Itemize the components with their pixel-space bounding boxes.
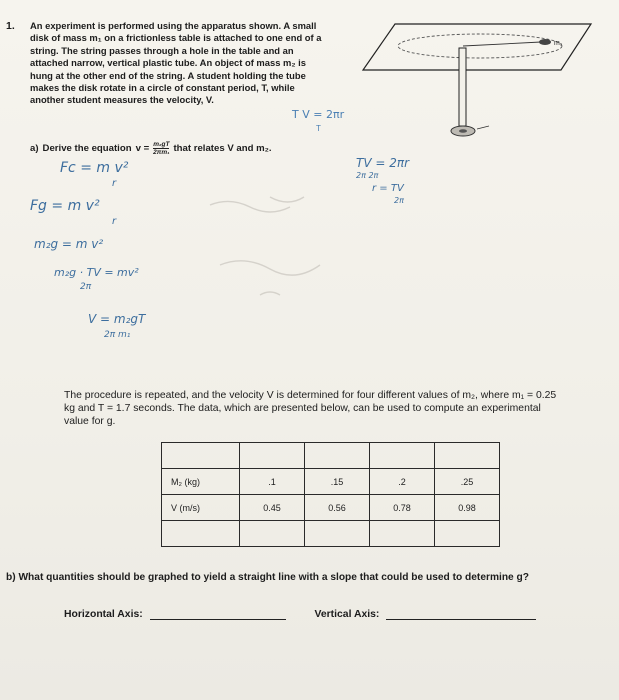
part-a-question — [30, 141, 272, 156]
mass-arrow — [477, 126, 489, 129]
horizontal-axis-label: Horizontal Axis: — [64, 609, 143, 620]
procedure-line: value for g. — [64, 416, 116, 427]
mass-value: .2 — [370, 469, 435, 495]
procedure-text — [64, 389, 604, 428]
handwritten-centripetal: Fc = m v² — [60, 160, 129, 176]
handwritten-side-2-den: 2π — [394, 196, 404, 205]
hanging-mass-hole — [459, 129, 467, 133]
handwritten-step-5: V = m₂gT — [88, 312, 146, 326]
part-a-prefix: Derive the equation — [42, 143, 132, 154]
intro-line: another student measures the velocity, V. — [30, 94, 214, 106]
handwritten-period-eq: T V = 2πr — [292, 108, 345, 121]
problem-number: 1. — [6, 20, 15, 32]
handwritten-step-5-den: 2π m₁ — [104, 330, 131, 340]
table-cell — [435, 521, 500, 547]
velocity-value: 0.98 — [435, 495, 500, 521]
problem-intro — [30, 20, 350, 107]
handwritten-step-3: m₂g = m v² — [34, 237, 104, 251]
disk-mass-label: m₁ — [554, 40, 563, 47]
intro-line: An experiment is performed using the apparatus shown. A small — [30, 20, 317, 31]
handwritten-side-1: TV = 2πr — [356, 156, 410, 170]
string-radius — [463, 42, 541, 46]
vertical-tube — [459, 48, 466, 126]
table-cell — [162, 443, 240, 469]
part-a-suffix: that relates V and m₂. — [173, 143, 272, 154]
table-cell — [240, 521, 305, 547]
table-cell — [162, 521, 240, 547]
table-surface — [363, 24, 591, 70]
handwritten-side-2: r = TV — [372, 183, 404, 194]
handwritten-step-4: m₂g · TV = mv² — [54, 266, 139, 279]
intro-line: attached narrow, vertical plastic tube. An object of mass m₂ is — [30, 57, 306, 69]
part-a-lhs: v = — [135, 143, 150, 154]
handwritten-side-1-den: 2π 2π — [356, 171, 379, 180]
row-label-mass: M₂ (kg) — [162, 469, 240, 495]
table-row — [162, 443, 500, 469]
table-cell — [305, 521, 370, 547]
table-cell — [305, 443, 370, 469]
handwritten-centripetal-r: r — [112, 178, 117, 189]
handwritten-step-4-den: 2π — [80, 282, 92, 292]
fraction-denominator: 2πm₁ — [153, 149, 170, 156]
fraction-numerator: m₂gT — [153, 141, 170, 148]
mass-value: .15 — [305, 469, 370, 495]
procedure-line: The procedure is repeated, and the velocity V is determined for four different values of m₂, where m₁ = 0.25 — [64, 390, 557, 401]
intro-line: hung at the other end of the string. A student holding the tube — [30, 69, 306, 81]
intro-line: disk of mass m₁ on a frictionless table is attached to one end of a — [30, 32, 322, 44]
intro-line: string. The string passes through a hole in the table and an — [30, 44, 294, 56]
disk — [539, 39, 551, 45]
equation-fraction — [153, 141, 169, 156]
table-row — [162, 521, 500, 547]
mass-value: .1 — [240, 469, 305, 495]
apparatus-diagram — [355, 18, 605, 148]
mass-value: .25 — [435, 469, 500, 495]
part-b-question: b) What quantities should be graphed to yield a straight line with a slope that could be used to determine g? — [6, 572, 529, 583]
table-cell — [370, 443, 435, 469]
velocity-value: 0.45 — [240, 495, 305, 521]
velocity-value: 0.78 — [370, 495, 435, 521]
vertical-axis-label: Vertical Axis: — [314, 609, 380, 620]
data-table — [161, 442, 500, 547]
velocity-value: 0.56 — [305, 495, 370, 521]
handwritten-gravity: Fg = m v² — [30, 198, 100, 214]
table-cell — [370, 521, 435, 547]
horizontal-axis-answer-line[interactable] — [150, 619, 286, 620]
table-cell — [435, 443, 500, 469]
procedure-line: kg and T = 1.7 seconds. The data, which are presented below, can be used to compute an experimental — [64, 403, 541, 414]
table-cell — [240, 443, 305, 469]
table-row — [162, 469, 500, 495]
axis-answers — [64, 609, 536, 620]
handwritten-period-denom: T — [316, 124, 321, 133]
part-a-label: a) — [30, 143, 39, 154]
bleed-through-marks — [200, 185, 370, 315]
rotation-circle — [398, 34, 562, 58]
row-label-velocity: V (m/s) — [162, 495, 240, 521]
vertical-axis-answer-line[interactable] — [386, 619, 536, 620]
intro-line: makes the disk rotate in a circle of constant period, T, while — [30, 82, 295, 94]
handwritten-gravity-r: r — [112, 216, 117, 227]
table-row — [162, 495, 500, 521]
